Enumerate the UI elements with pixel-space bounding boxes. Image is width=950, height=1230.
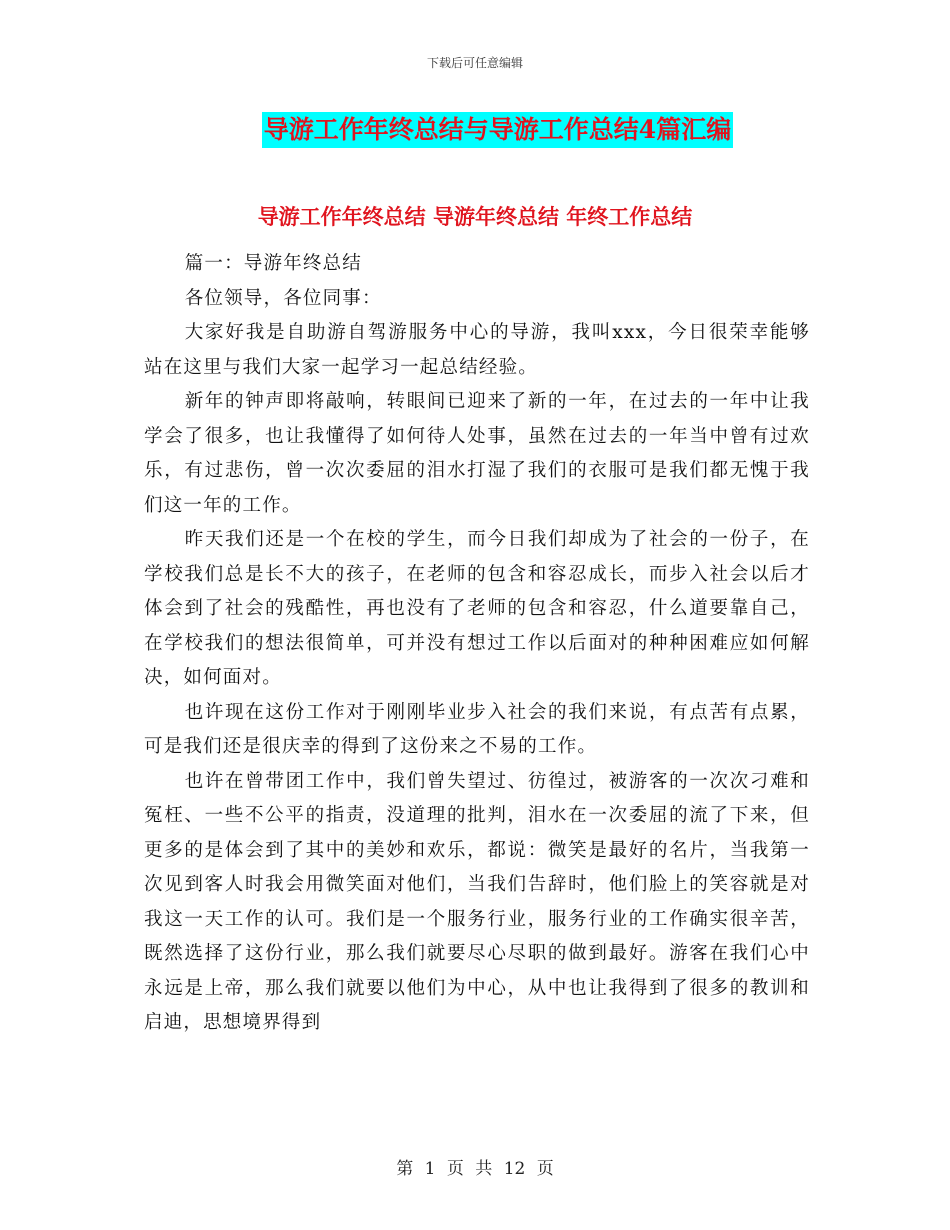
- page-footer: 第 1 页 共 12 页: [396, 1159, 554, 1179]
- paragraph: 也许在曾带团工作中，我们曾失望过、彷徨过，被游客的一次次刁难和冤枉、一些不公平的指责，没道理的批判，泪水在一次委屈的流了下来，但更多的是体会到了其中的美妙和欢乐，都说：微笑是最好的名片，当我第一次见到客人时我会用微笑面对他们，当我们告辞时，他们脸上的笑容就是对我这一天工作的认可。我们是一个服务行业，服务行业的工作确实很辛苦，既然选择了这份行业，那么我们就要尽心尽职的做到最好。游客在我们心中永远是上帝，那么我们就要以他们为中心，从中也让我得到了很多的教训和启迪，思想境界得到: [144, 770, 810, 1033]
- paragraph: 新年的钟声即将敲响，转眼间已迎来了新的一年，在过去的一年中让我学会了很多，也让我懂得了如何待人处事，虽然在过去的一年当中曾有过欢乐，有过悲伤，曾一次次委屈的泪水打湿了我们的衣服可是我们都无愧于我们这一年的工作。: [144, 391, 810, 516]
- paragraph: 也许现在这份工作对于刚刚毕业步入社会的我们来说，有点苦有点累，可是我们还是很庆幸的得到了这份来之不易的工作。: [144, 701, 810, 757]
- document-title-wrap: [0, 112, 950, 148]
- document-title: 导游工作年终总结与导游工作总结4篇汇编: [262, 112, 733, 148]
- body-text: [144, 247, 810, 1041]
- paragraph: 大家好我是自助游自驾游服务中心的导游，我叫xxx，今日很荣幸能够站在这里与我们大家一起学习一起总结经验。: [144, 322, 810, 378]
- section-title: 导游工作年终总结 导游年终总结 年终工作总结: [257, 204, 693, 229]
- header-note: 下载后可任意编辑: [426, 56, 523, 70]
- paragraph: 各位领导，各位同事：: [184, 287, 382, 309]
- paragraph: 篇一：导游年终总结: [184, 253, 362, 274]
- paragraph: 昨天我们还是一个在校的学生，而今日我们却成为了社会的一份子，在学校我们总是长不大的孩子，在老师的包含和容忍成长，而步入社会以后才体会到了社会的残酷性，再也没有了老师的包含和容忍，什么道要靠自己，在学校我们的想法很简单，可并没有想过工作以后面对的种种困难应如何解决，如何面对。: [144, 529, 810, 688]
